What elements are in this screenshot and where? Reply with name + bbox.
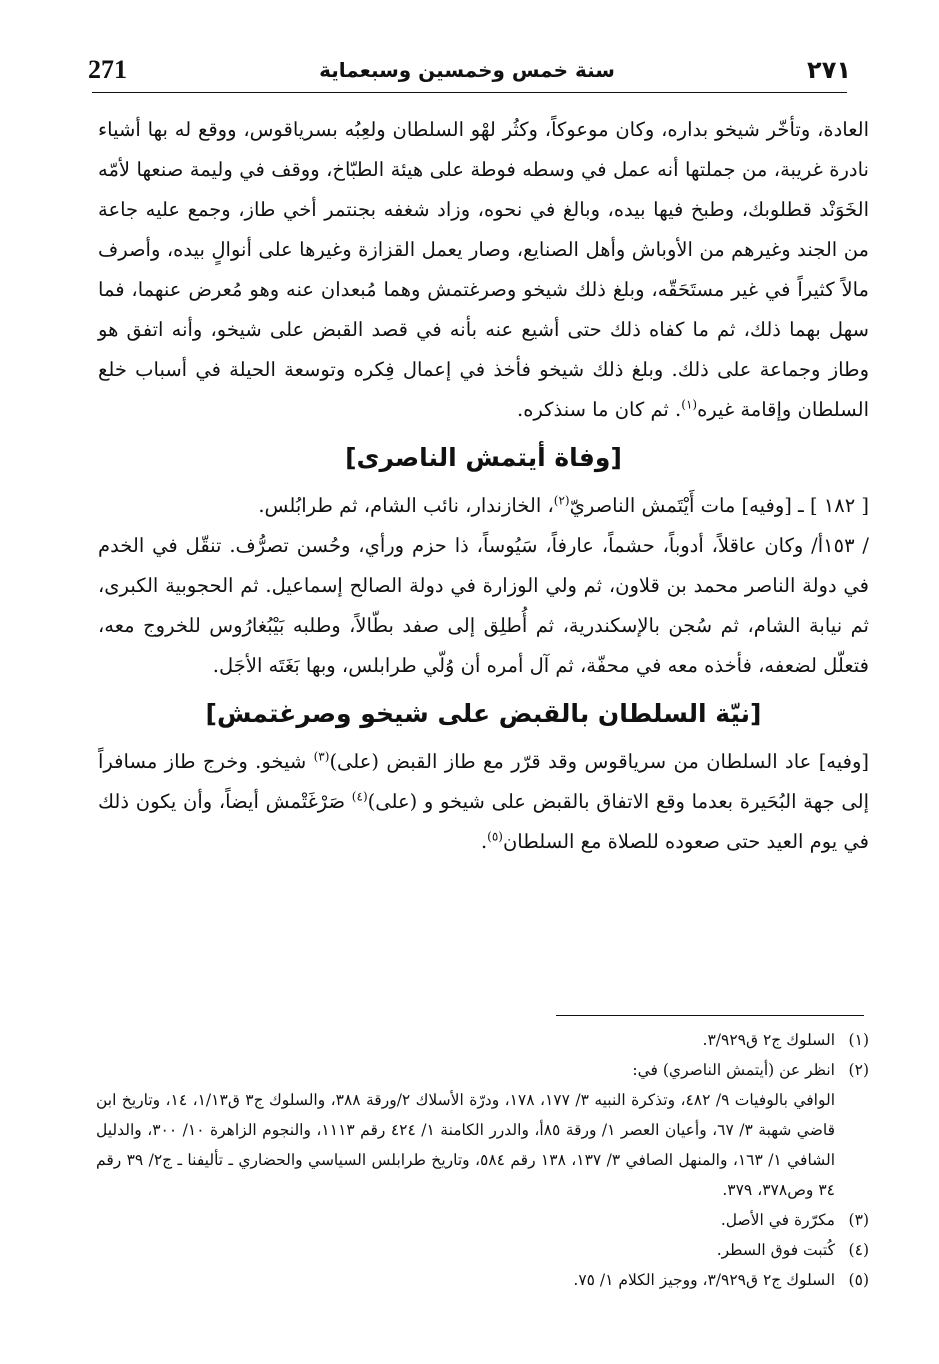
entry-182 (98, 486, 869, 526)
footnote-text: انظر عن (أيتمش الناصري) في: (632, 1061, 835, 1079)
footnotes (96, 1025, 869, 1295)
page-number-arabic: ٢٧١ (807, 56, 851, 84)
footnote-ref-2[interactable]: (٢) (553, 493, 570, 508)
footnote-rule (556, 1015, 864, 1016)
footnote-ref-3[interactable]: (٣) (313, 749, 330, 764)
paragraph-4-text-c: صَرْغَتْمش أيضاً، وأن يكون ذلك في يوم العيد حتى صعوده للصلاة مع السلطان (98, 790, 869, 853)
paragraph-1-text: العادة، وتأخّر شيخو بداره، وكان موعوكاً، وكثُر لهْو السلطان ولعِبُه بسرياقوس، ووقع له بها أشياء نادرة غريبة، من جملتها أنه عمل في وسطه فوطة على هيئة الطبّاخ، ووقف في وليمة صنعها لأمّه الخَوَنْد قطلوبك، وطبخ فيها بيده، وبالغ في نحوه، وزاد شغفه بجنتمر أخي طاز، وجمع عليه جاعة من الجند وغيرهم من الأوباش وأهل الصنايع، وصار يعمل القزازة وغيرها على أنوالٍ بيده، وأصرف مالاً كثيراً في غير مستَحَقّه، وبلغ ذلك شيخو وصرغتمش وهما مُبعدان عنه وهو مُعرض عنهما، فما سهل بهما ذلك، ثم ما كفاه ذلك حتى أشيع عنه بأنه في قصد القبض على شيخو، وأنه اتفق هو وطاز وجماعة على ذلك. وبلغ ذلك شيخو فأخذ في إعمال فِكره وتوسعة الحيلة في أسباب خلع السلطان وإقامة غيره (98, 118, 869, 421)
footnote-text: السلوك ج٢ ق٣/٩٢٩. (702, 1031, 835, 1049)
paragraph-1-end: . ثم كان ما سنذكره. (517, 398, 682, 421)
footnote-4 (96, 1235, 869, 1265)
footnote-text: مكرّرة في الأصل. (720, 1211, 835, 1229)
paragraph-1 (98, 110, 869, 430)
footnote-5 (96, 1265, 869, 1295)
page-number-latin: 271 (88, 55, 127, 84)
header-rule (92, 92, 847, 93)
paragraph-4-text-b: شيخو. وخرج طاز مسافراً إلى جهة البُحَيرة بعدما وقع الاتفاق بالقبض على شيخو و (على) (98, 750, 869, 813)
footnote-number: (٢) (848, 1061, 869, 1079)
footnote-3 (96, 1205, 869, 1235)
footnote-number: (٥) (848, 1271, 869, 1289)
footnote-ref-5[interactable]: (٥) (487, 829, 503, 844)
footnote-ref-1[interactable]: (١) (681, 397, 698, 412)
main-text (98, 110, 869, 862)
footnote-text: الوافي بالوفيات ٩/ ٤٨٢، وتذكرة النبيه ٣/ ١٧٧، ١٧٨، ودرّة الأسلاك ٢/ورقة ٣٨٨، والسلوك ج٣ ق١/١٣، ١٤، وتاريخ ابن قاضي شهبة ٣/ ٦٧، وأعيان العصر ١/ ورقة ٨٥أ، والدرر الكامنة ١/ ٤٢٤ رقم ١١١٣، والنجوم الزاهرة ١٠/ ٣٠٠، والدليل الشافي ١/ ١٦٣، والمنهل الصافي ٣/ ١٣٧، ١٣٨ رقم ٥٨٤، وتاريخ طرابلس السياسي والحضاري ـ تأليفنا ـ ج٢/ ٣٩ رقم ٣٤ وص٣٧٨، ٣٧٩. (96, 1091, 836, 1199)
entry-182-text-b: ، الخازندار، نائب الشام، ثم طرابُلس. (258, 494, 554, 517)
paragraph-3: / ١٥٣أ/ وكان عاقلاً، أدوباً، حشماً، عارفاً، سَيُوساً، ذا حزم ورأي، وحُسن تصرُّف. تنقّل في الخدم في دولة الناصر محمد بن قلاون، ثم ولي الوزارة في دولة الصالح إسماعيل. ثم الحجوبية الكبرى، ثم نيابة الشام، ثم سُجن بالإسكندرية، ثم أُطلِق إلى صفد بطّالاً، وطلبه بَيْبُغارُوس للخروج معه، فتعلّل لضعفه، فأخذه معه في محفّة، ثم آل أمره أن وُلّي طرابلس، وبها بَغَتَه الأجَل. (98, 534, 869, 677)
paragraph-4-text-a: [وفيه] عاد السلطان من سرياقوس وقد قرّر مع طاز القبض (على) (329, 750, 869, 773)
footnote-text: كُتبت فوق السطر. (716, 1241, 835, 1259)
page-header (88, 48, 851, 92)
footnote-1 (96, 1025, 869, 1055)
running-title: سنة خمس وخمسين وسبعماية (319, 58, 615, 82)
footnote-number: (١) (848, 1031, 869, 1049)
section-heading-1: [وفاة أيتمش الناصرى] (345, 443, 622, 472)
footnote-number: (٣) (848, 1211, 869, 1229)
paragraph-4 (98, 742, 869, 862)
entry-182-text-a: [ ١٨٢ ] ـ [وفيه] مات أَيْتَمش الناصريّ (569, 494, 869, 517)
section-heading-2: [نيّة السلطان بالقبض على شيخو وصرغتمش] (205, 699, 762, 728)
footnote-text: السلوك ج٢ ق٣/٩٢٩، ووجيز الكلام ١/ ٧٥. (573, 1271, 835, 1289)
footnote-number: (٤) (848, 1241, 869, 1259)
footnote-2 (96, 1055, 869, 1205)
footnote-ref-4[interactable]: (٤) (351, 789, 368, 804)
paragraph-4-text-d: . (480, 830, 488, 853)
